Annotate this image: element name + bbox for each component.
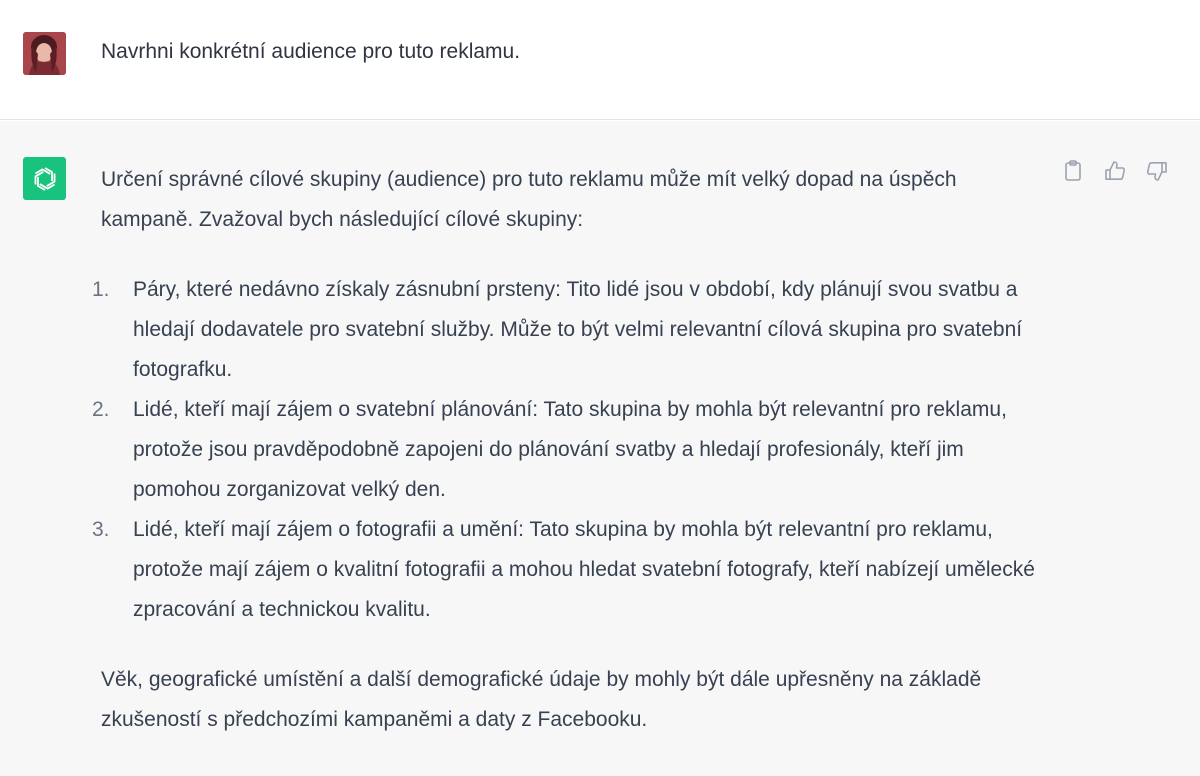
openai-logo-icon bbox=[23, 157, 66, 200]
list-item bbox=[92, 270, 1046, 390]
assistant-message-row bbox=[0, 121, 1200, 776]
list-item-text: Lidé, kteří mají zájem o svatební plánování: Tato skupina by mohla být relevantní pro reklamu, protože jsou pravděpodobně zapojeni do plánování svatby a hledají profesionály, kteří jim pomohou zorganizovat velký den. bbox=[133, 398, 1007, 501]
list-item-text: Lidé, kteří mají zájem o fotografii a umění: Tato skupina by mohla být relevantní pro reklamu, protože mají zájem o kvalitní fotografii a mohou hledat svatební fotografy, kteří nabízejí umělecké zpracování a technickou kvalitu. bbox=[133, 518, 1035, 621]
user-message-text: Navrhni konkrétní audience pro tuto reklamu. bbox=[101, 40, 521, 63]
list-number: 3. bbox=[92, 518, 110, 541]
user-avatar bbox=[23, 32, 66, 75]
user-message-row bbox=[0, 0, 1200, 120]
list-item-text: Páry, které nedávno získaly zásnubní prsteny: Tito lidé jsou v období, kdy plánují svou svatbu a hledají dodavatele pro svatební služby. Může to být velmi relevantní cílová skupina pro svatební fotografku. bbox=[133, 278, 1023, 381]
list-number: 2. bbox=[92, 398, 110, 421]
assistant-intro: Určení správné cílové skupiny (audience) pro tuto reklamu může mít velký dopad na úspěch kampaně. Zvažoval bych následující cílové skupiny: bbox=[101, 168, 957, 231]
assistant-message-content bbox=[92, 160, 1046, 740]
list-number: 1. bbox=[92, 278, 110, 301]
message-actions bbox=[1062, 159, 1168, 183]
clipboard-icon[interactable] bbox=[1062, 159, 1084, 183]
audience-list bbox=[92, 270, 1046, 630]
list-item bbox=[92, 390, 1046, 510]
thumbs-up-icon[interactable] bbox=[1104, 159, 1126, 183]
list-item bbox=[92, 510, 1046, 630]
assistant-outro: Věk, geografické umístění a další demografické údaje by mohly být dále upřesněny na základě zkušeností s předchozími kampaněmi a daty z Facebooku. bbox=[101, 668, 982, 731]
thumbs-down-icon[interactable] bbox=[1146, 159, 1168, 183]
